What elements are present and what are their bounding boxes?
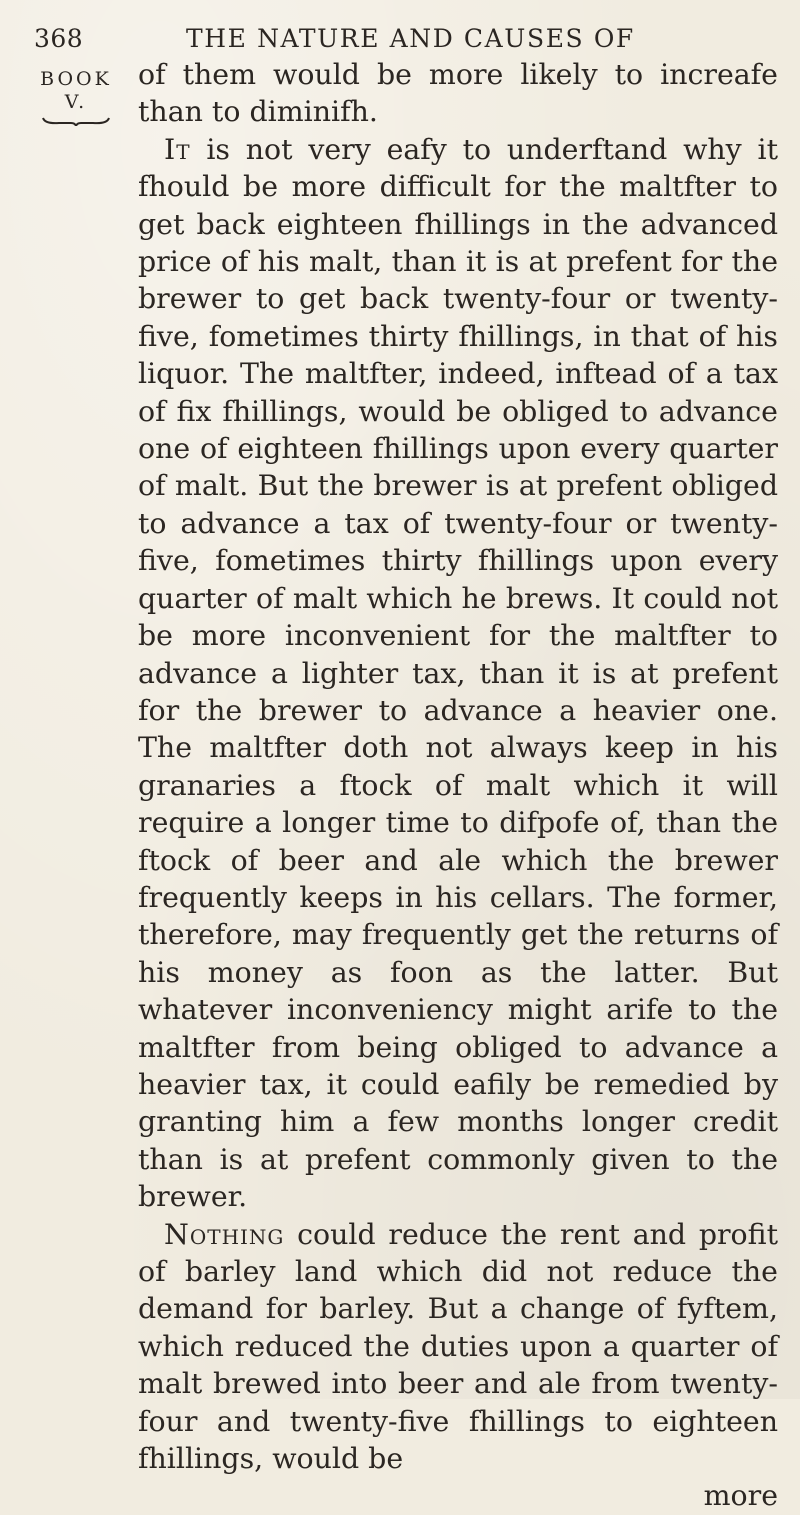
book-number: V. xyxy=(64,91,88,113)
paragraph-text: is not very eafy to underftand why it fhould be more difficult for the maltfter to get back eighteen fhillings in the advanced price of his malt, than it is at prefent for the brewer to get back twenty-four or twenty-five, fometimes thirty fhillings, in that of his liquor. The maltfter, indeed, inftead of a tax of fix fhillings, would be obliged to advance one of eighteen fhillings upon every quarter of malt. But the brewer is at prefent obliged to advance a tax of twenty-four or twenty-five, fometimes thirty fhillings upon every quarter of malt which he brews. It could not be more inconvenient for the maltfter to advance a lighter tax, than it is at prefent for the brewer to advance a heavier one. The maltfter doth not always keep in his granaries a ftock of malt which it will require a longer time to difpofe of, than the ftock of beer and ale which the brewer frequently keeps in his cellars. The former, therefore, may frequently get the returns of his money as foon as the latter. But whatever inconveniency might arife to the maltfter from being obliged to advance a heavier tax, it could eafily be remedied by granting him a few months longer credit than is at prefent commonly given to the brewer. xyxy=(138,132,778,1214)
paragraph-lead-word: It xyxy=(164,132,191,166)
body-text xyxy=(138,56,778,1515)
paragraph-lead-word: Nothing xyxy=(164,1217,285,1251)
paragraph-text: could reduce the rent and profit of barley land which did not reduce the demand for barley. But a change of fyftem, which reduced the duties upon a quarter of malt brewed into beer and ale from twenty-four and twenty-five fhillings to eighteen fhillings, would be xyxy=(138,1217,778,1476)
catchword: more xyxy=(703,1479,778,1513)
running-head: THE NATURE AND CAUSES OF xyxy=(186,24,635,53)
book-marginal-note xyxy=(32,68,120,126)
book-label: BOOK xyxy=(40,68,112,90)
brace-ornament xyxy=(41,116,111,126)
paragraph-continuation: of them would be more likely to increafe than to diminifh. xyxy=(138,58,778,129)
page-number: 368 xyxy=(34,24,84,53)
paragraph xyxy=(138,1216,778,1478)
paragraph xyxy=(138,131,778,1216)
